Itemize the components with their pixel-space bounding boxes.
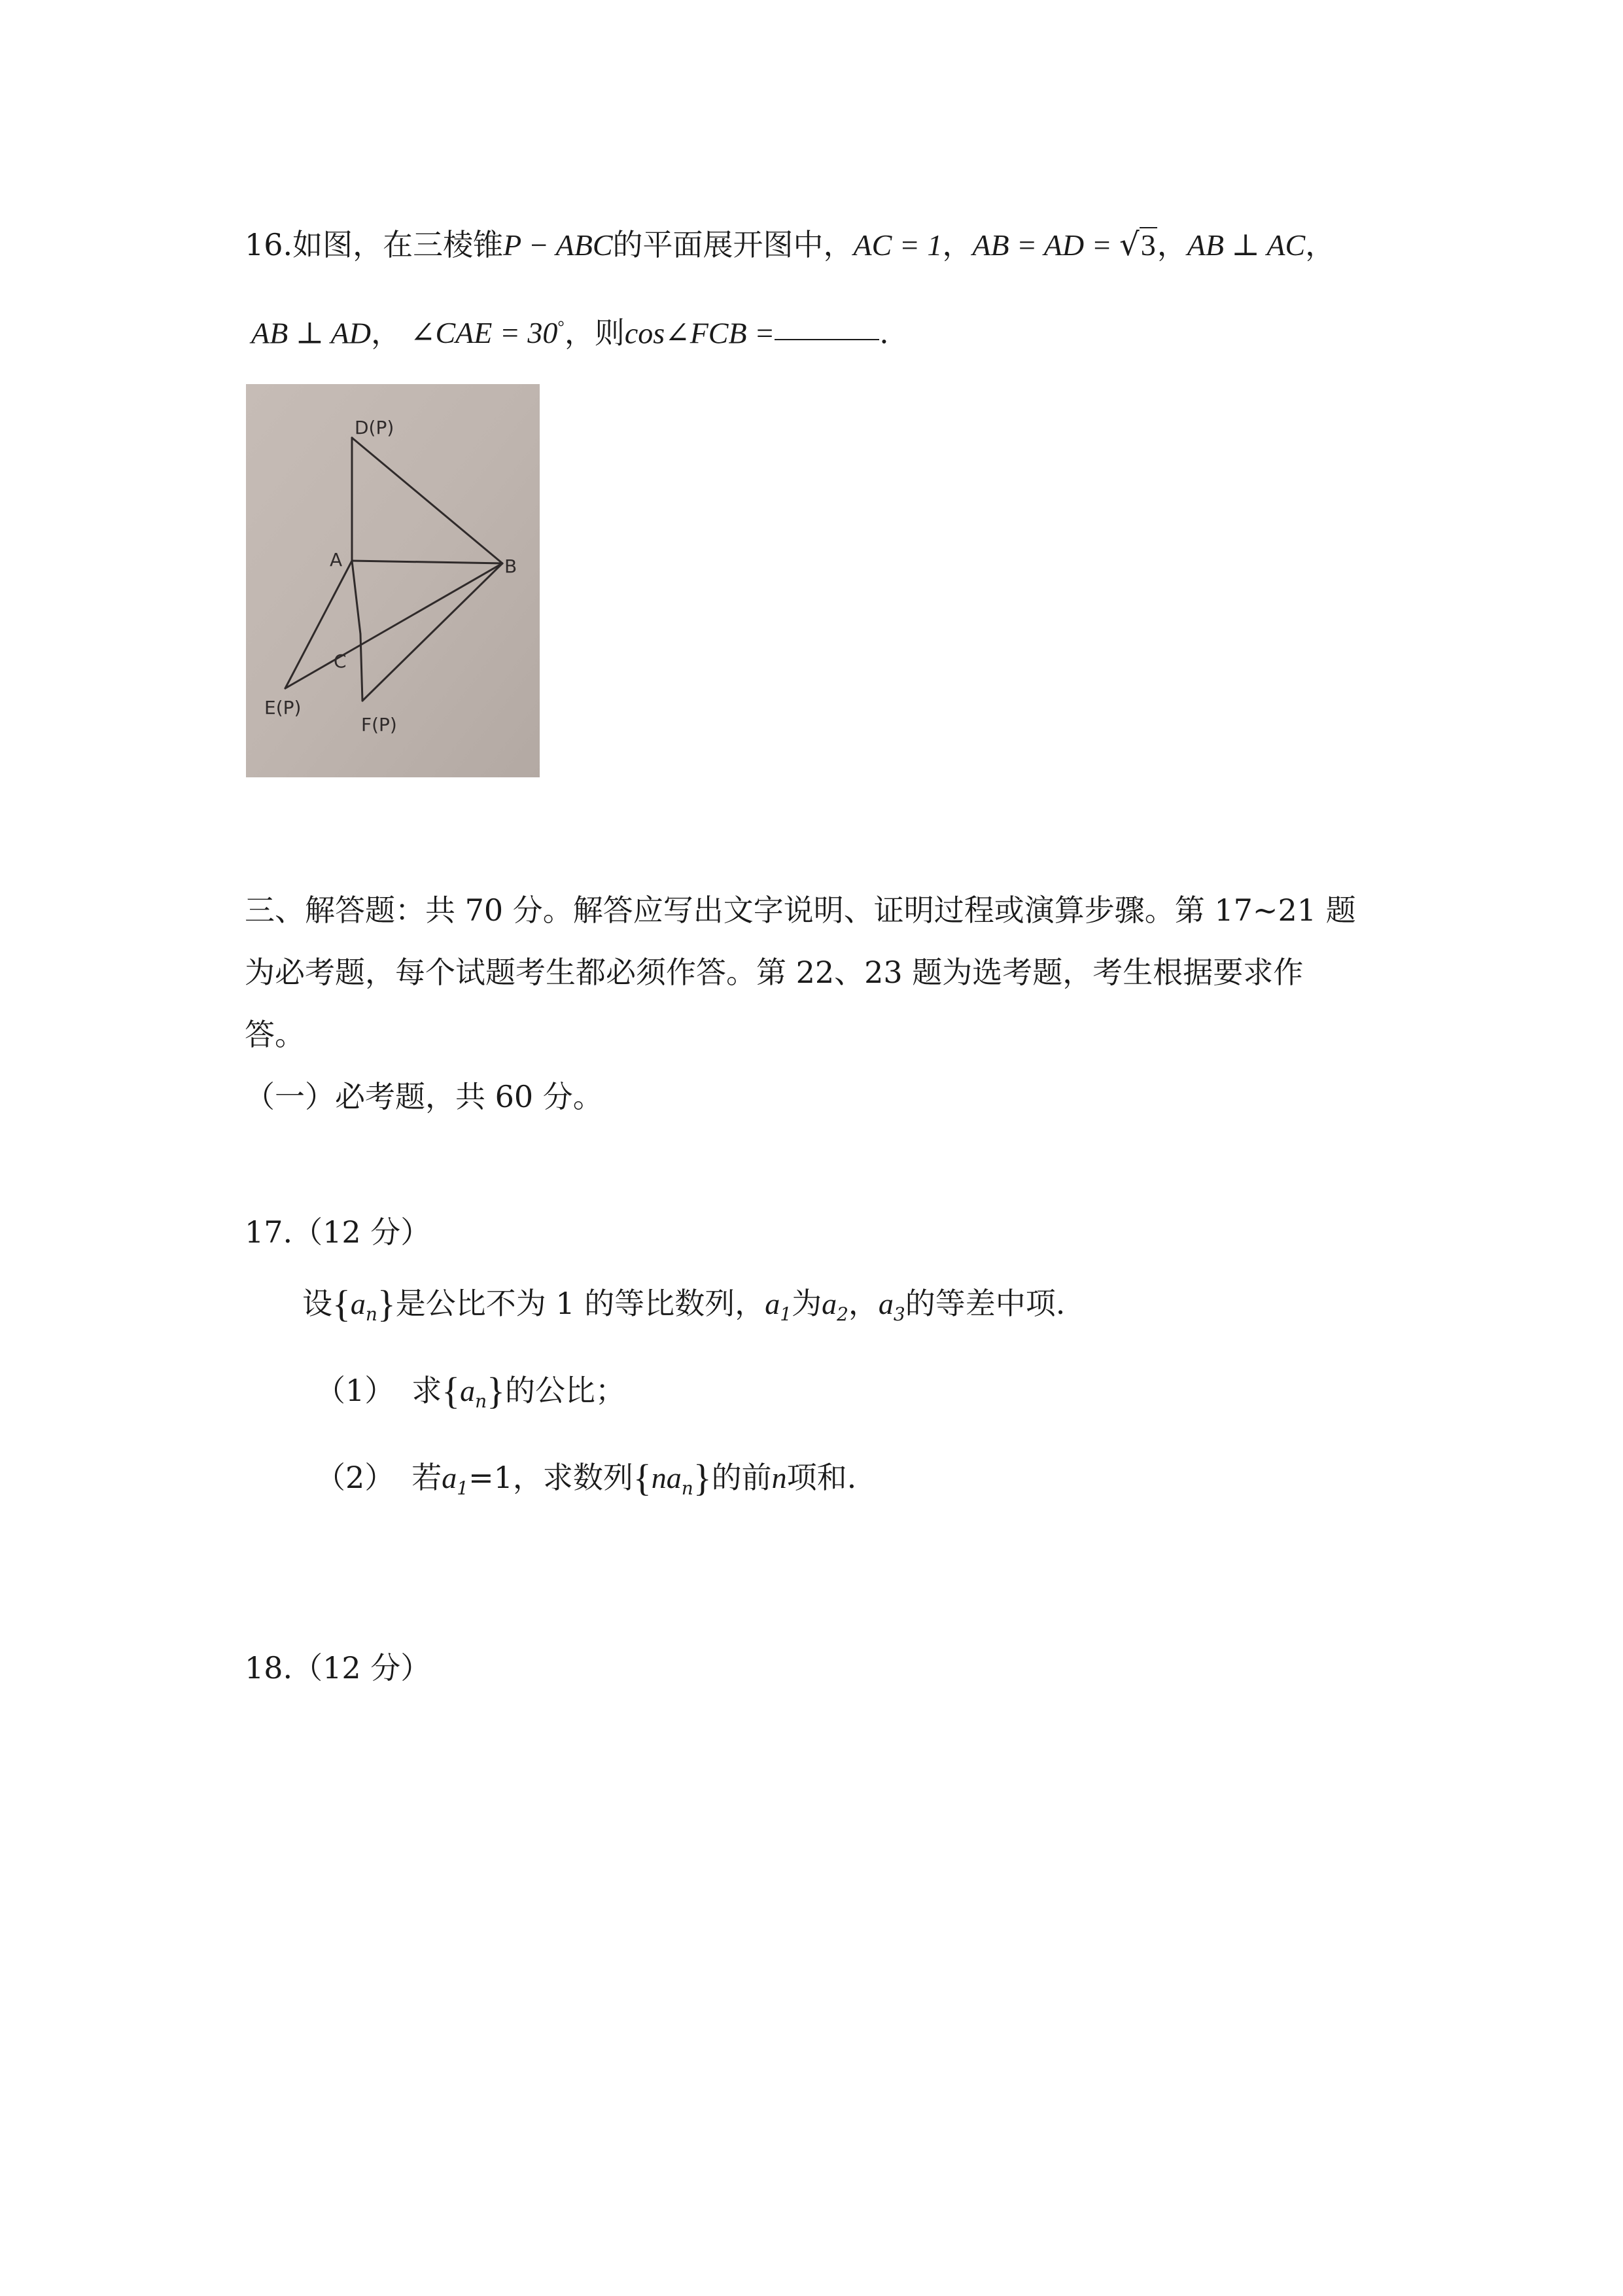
q17-stem-text: 的等差中项.: [905, 1286, 1066, 1321]
q16-cond5: ∠CAE = 30: [410, 316, 558, 350]
label-e: E(P): [264, 697, 302, 718]
label-a: A: [330, 549, 343, 571]
subscript: n: [365, 1303, 377, 1325]
q16-comma: ，: [1305, 227, 1336, 262]
q16-ask: cos∠FCB =: [624, 316, 775, 350]
part-label: （2）: [315, 1460, 395, 1495]
q17-part-2: [315, 1458, 856, 1508]
variable-n: n: [771, 1461, 787, 1494]
left-brace: {: [332, 1282, 351, 1325]
label-c: C: [334, 650, 347, 672]
left-brace: {: [633, 1457, 652, 1499]
part-text: 求: [411, 1373, 442, 1408]
section3-line-1: 三、解答题：共 70 分。解答应写出文字说明、证明过程或演算步骤。第 17~21 题: [245, 892, 1356, 928]
right-brace: }: [693, 1457, 712, 1499]
label-b: B: [504, 556, 517, 577]
section3-line-2: 为必考题，每个试题考生都必须作答。第 22、23 题为选考题，考生根据要求作: [245, 955, 1304, 990]
sqrt-expression: [1119, 227, 1157, 262]
degree-sign: °: [557, 317, 565, 336]
q17-stem-text: 设: [302, 1286, 332, 1321]
q16-line-2: [251, 308, 889, 353]
section3-line-3: 答。: [245, 1017, 305, 1052]
part-text: 若: [411, 1460, 442, 1495]
q16-cond4: AB ⊥ AD: [251, 316, 371, 350]
subscript: 1: [457, 1477, 469, 1499]
q17-stem: [302, 1284, 1065, 1334]
q18-heading: 18.（12 分）: [245, 1650, 431, 1686]
q16-cond2: AB = AD =: [972, 228, 1120, 262]
sequence-symbol: a: [460, 1374, 476, 1407]
net-diagram-photo: [246, 384, 540, 777]
part-text: =1，求数列: [468, 1460, 633, 1495]
q16-line-1: [245, 225, 1335, 265]
q16-comma: ，: [370, 315, 401, 351]
subscript: 2: [837, 1303, 848, 1325]
q16-then: ，则: [564, 315, 625, 351]
label-d: D(P): [355, 417, 394, 438]
part-text: 的公比；: [505, 1373, 626, 1408]
part-text: 的前: [711, 1460, 772, 1495]
answer-blank: [775, 313, 879, 340]
q16-intro: 如图，在三棱锥: [292, 227, 504, 262]
right-brace: }: [377, 1282, 396, 1325]
term-a1: a: [765, 1287, 780, 1320]
q16-cond1: AC = 1: [853, 228, 943, 262]
q16-number: 16.: [245, 227, 293, 262]
label-f: F(P): [361, 714, 397, 735]
term-a1: a: [442, 1461, 457, 1494]
q17-stem-text: ，: [848, 1286, 879, 1321]
q17-stem-text: 为: [792, 1286, 822, 1321]
sequence-symbol: na: [651, 1461, 682, 1494]
required-questions-heading: （一）必考题，共 60 分。: [245, 1079, 603, 1114]
q16-comma: ，: [942, 227, 973, 262]
term-a3: a: [878, 1287, 894, 1320]
subscript: n: [475, 1390, 487, 1412]
q16-cond3: AB ⊥ AC: [1187, 228, 1306, 262]
q16-comma: ，: [1157, 227, 1187, 262]
q16-solid: P − ABC: [503, 228, 613, 262]
q17-heading: 17.（12 分）: [245, 1214, 431, 1250]
subscript: n: [681, 1477, 693, 1499]
term-a2: a: [822, 1287, 837, 1320]
subscript: 1: [780, 1303, 792, 1325]
q16-period: .: [879, 315, 889, 351]
q16-mid: 的平面展开图中，: [612, 227, 854, 262]
q17-part-1: [315, 1371, 625, 1421]
radical-sign: √: [1119, 226, 1140, 263]
right-brace: }: [487, 1369, 506, 1412]
part-label: （1）: [315, 1373, 395, 1408]
subscript: 3: [893, 1303, 905, 1325]
q17-stem-text: 是公比不为 1 的等比数列，: [395, 1286, 765, 1321]
left-brace: {: [442, 1369, 461, 1412]
sequence-symbol: a: [350, 1287, 366, 1320]
sqrt-radicand: 3: [1140, 228, 1156, 262]
part-text: 项和.: [786, 1460, 857, 1495]
